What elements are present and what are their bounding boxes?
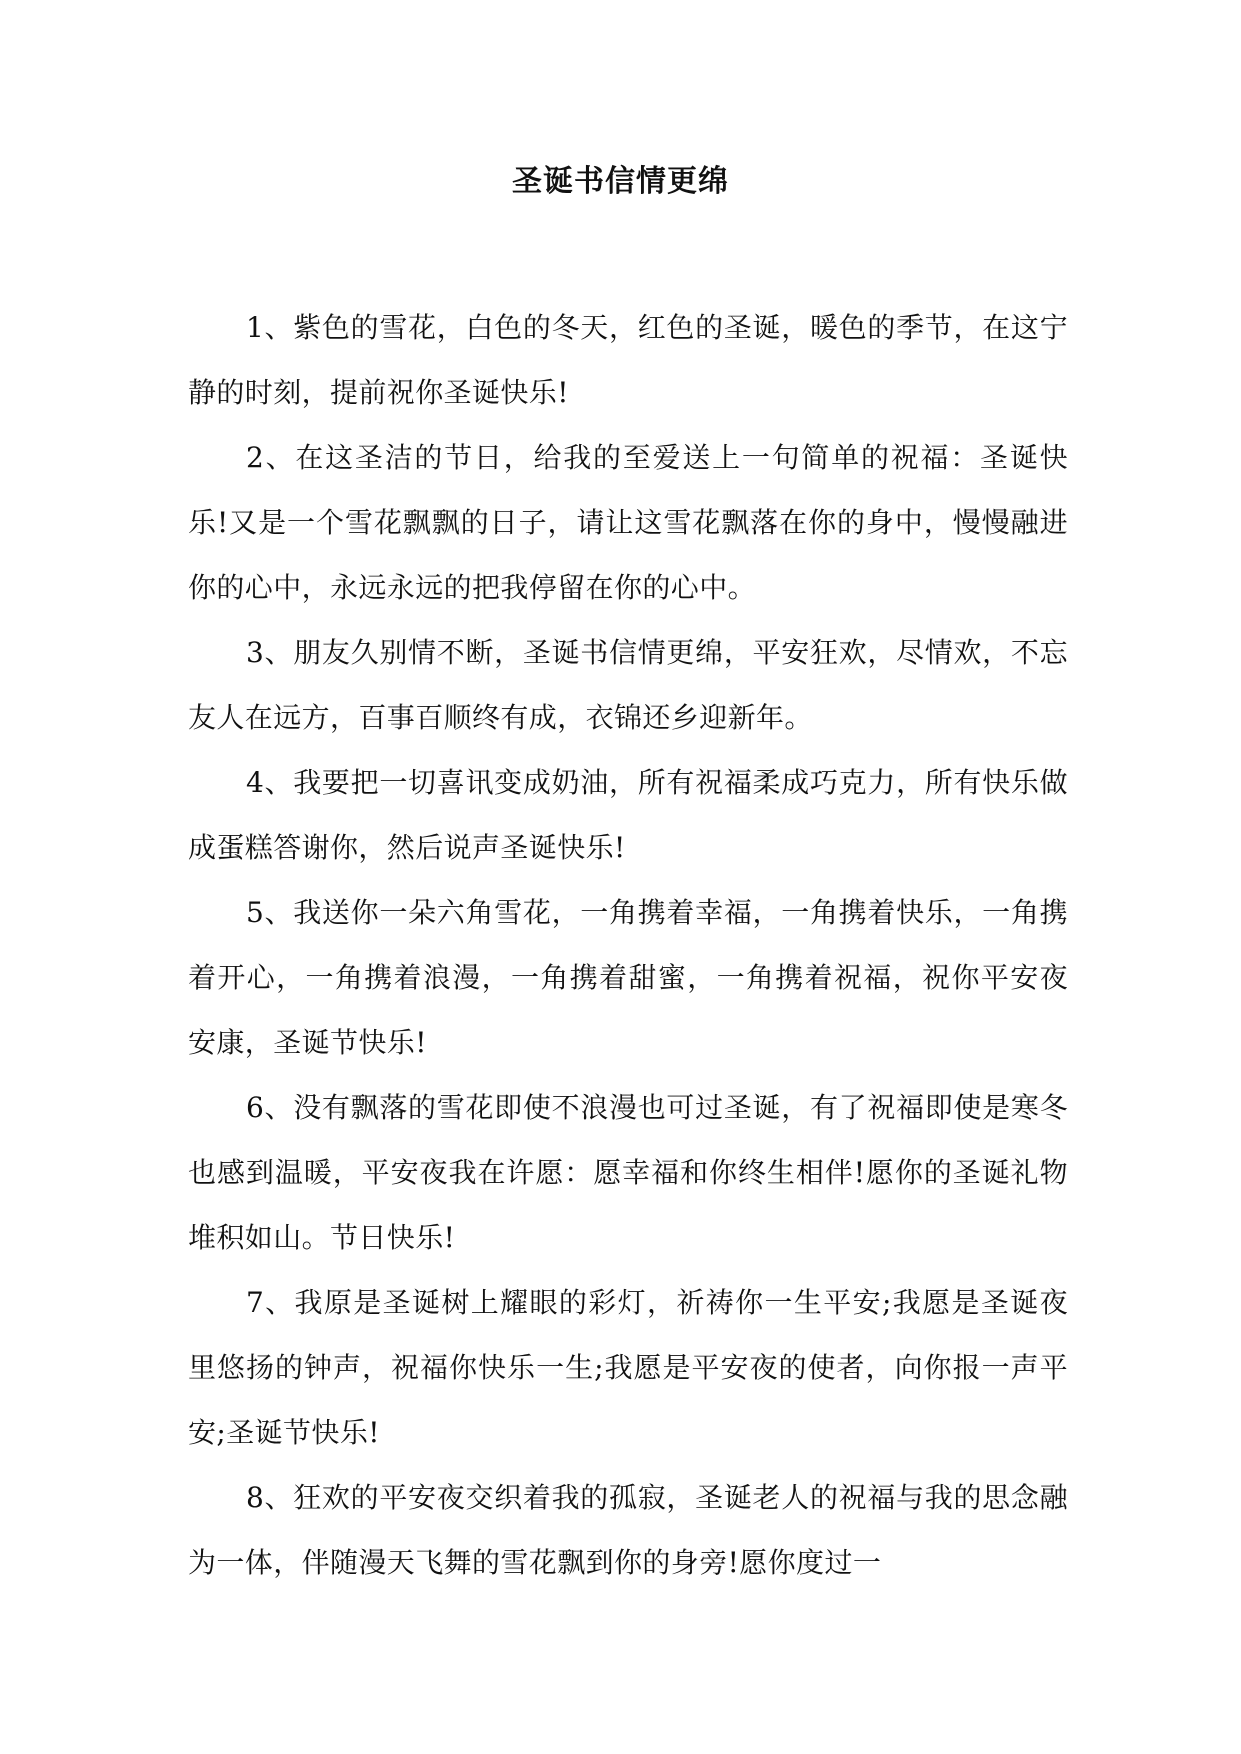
paragraph-1: 1、紫色的雪花，白色的冬天，红色的圣诞，暖色的季节，在这宁静的时刻，提前祝你圣诞快乐! [188,311,1068,409]
paragraph-8: 8、狂欢的平安夜交织着我的孤寂，圣诞老人的祝福与我的思念融为一体，伴随漫天飞舞的雪花飘到你的身旁!愿你度过一 [188,1481,1068,1579]
document-body [188,295,1068,1595]
paragraph-6: 6、没有飘落的雪花即使不浪漫也可过圣诞，有了祝福即使是寒冬也感到温暖，平安夜我在许愿：愿幸福和你终生相伴!愿你的圣诞礼物堆积如山。节日快乐! [188,1091,1068,1254]
document-title: 圣诞书信情更绵 [512,164,729,199]
paragraph-5: 5、我送你一朵六角雪花，一角携着幸福，一角携着快乐，一角携着开心，一角携着浪漫，一角携着甜蜜，一角携着祝福，祝你平安夜安康，圣诞节快乐! [188,896,1068,1059]
paragraph-2: 2、在这圣洁的节日，给我的至爱送上一句简单的祝福：圣诞快乐!又是一个雪花飘飘的日子，请让这雪花飘落在你的身中，慢慢融进你的心中，永远永远的把我停留在你的心中。 [188,441,1068,604]
paragraph-7: 7、我原是圣诞树上耀眼的彩灯，祈祷你一生平安;我愿是圣诞夜里悠扬的钟声，祝福你快乐一生;我愿是平安夜的使者，向你报一声平安;圣诞节快乐! [188,1286,1068,1449]
paragraph-4: 4、我要把一切喜讯变成奶油，所有祝福柔成巧克力，所有快乐做成蛋糕答谢你，然后说声圣诞快乐! [188,766,1068,864]
paragraph-3: 3、朋友久别情不断，圣诞书信情更绵，平安狂欢，尽情欢，不忘友人在远方，百事百顺终有成，衣锦还乡迎新年。 [188,636,1068,734]
